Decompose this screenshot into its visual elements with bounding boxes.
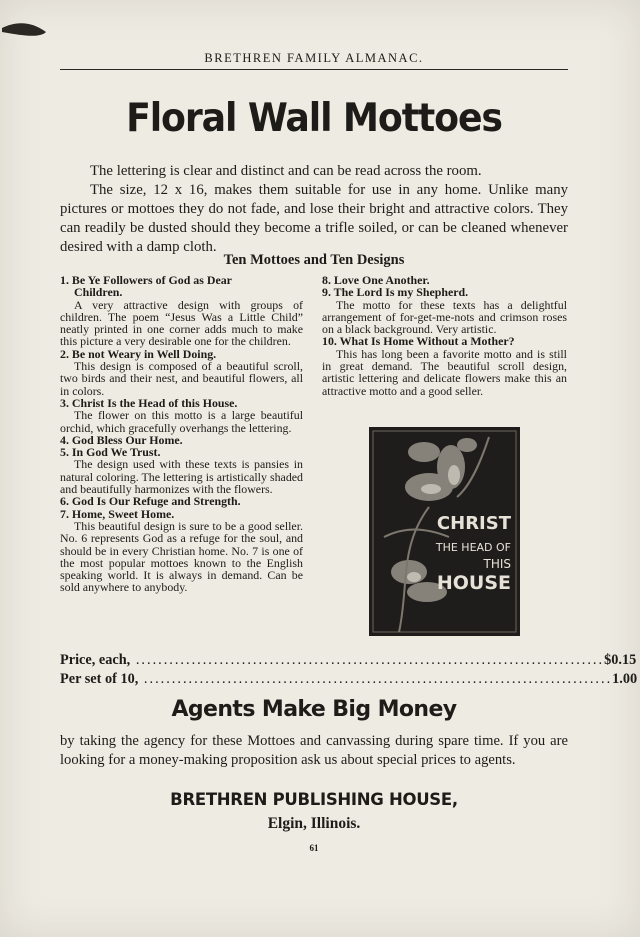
leader-dots: ....................................................................................	[138, 671, 613, 687]
motto-1-title-cont: Children.	[74, 285, 123, 300]
price-each-row	[60, 652, 637, 669]
right-column	[322, 274, 567, 397]
motto-1-description: A very attractive design with groups of children. The poem “Jesus Was a Little Child” neatly printed in one corner adds much to make this picture a very desirable one for the children.	[60, 297, 303, 349]
agents-paragraph: by taking the agency for these Mottoes and canvassing during spare time. If you are looking for a money-making proposition ask us about special prices to agents.	[60, 733, 568, 768]
price-each-label: Price, each,	[60, 652, 131, 668]
page-title: Floral Wall Mottoes	[126, 96, 502, 141]
motto-word-head: THE HEAD OF	[435, 541, 511, 554]
motto-2-title: 2. Be not Weary in Well Doing.	[60, 346, 217, 361]
left-column	[60, 274, 303, 594]
orchid-motto-picture	[369, 427, 520, 636]
motto-4-title: 4. God Bless Our Home.	[60, 432, 183, 447]
motto-illustration	[369, 427, 520, 636]
intro-text	[60, 162, 568, 257]
price-set-value: 1.00	[612, 671, 638, 687]
motto-7-description: This beautiful design is sure to be a good seller. No. 6 represents God as a refuge for the soul, and should be in every Christian home. No. 7 is one of the most popular mottoes known to the English speaking world. It is always in demand. Can be sold anywhere to anybody.	[60, 518, 303, 595]
agents-heading: Agents Make Big Money	[171, 697, 457, 722]
intro-paragraph-2: The size, 12 x 16, makes them suitable for use in any home. Unlike many pictures or mottoes they do not fade, and lose their bright and attractive colors. They can readily be dusted should they become a trifle soiled, or can be cleaned whenever desired with a damp cloth.	[60, 182, 568, 255]
motto-word-christ: CHRIST	[436, 513, 511, 534]
motto-8-title: 8. Love One Another.	[322, 273, 430, 287]
motto-3-description: The flower on this motto is a large beautiful orchid, which gracefully overhangs the lettering.	[60, 408, 303, 435]
motto-word-house: HOUSE	[436, 572, 511, 594]
publisher-name: BRETHREN PUBLISHING HOUSE,	[170, 790, 458, 809]
motto-5-title: 5. In God We Trust.	[60, 445, 161, 460]
section-subheading: Ten Mottoes and Ten Designs	[223, 252, 405, 268]
motto-2-description: This design is composed of a beautiful scroll, two birds and their nest, and beautiful flowers, all in colors.	[60, 359, 303, 398]
price-set-label: Per set of 10,	[60, 671, 139, 687]
motto-1-title: 1. Be Ye Followers of God as Dear	[60, 273, 232, 287]
page-number: 61	[309, 843, 319, 853]
motto-10-title: 10. What Is Home Without a Mother?	[322, 334, 515, 349]
running-header: BRETHREN FAMILY ALMANAC.	[204, 51, 424, 65]
motto-5-description: The design used with these texts is pansies in natural coloring. The lettering is artistically shaded and beautifully harmonizes with the flowers.	[60, 457, 303, 497]
agents-text	[60, 732, 568, 770]
leader-dots: ....................................................................................	[130, 652, 605, 668]
publisher-city: Elgin, Illinois.	[267, 815, 361, 832]
price-each-value: $0.15	[604, 652, 637, 668]
motto-9-title: 9. The Lord Is my Shepherd.	[322, 285, 469, 300]
motto-7-title: 7. Home, Sweet Home.	[60, 506, 175, 521]
motto-9-description: The motto for these texts has a delightful arrangement of for-get-me-nots and crimson roses on a black background. Very artistic.	[322, 297, 567, 337]
header-rule	[60, 69, 568, 70]
intro-paragraph-1: The lettering is clear and distinct and can be read across the room.	[90, 163, 482, 179]
motto-word-this: THIS	[483, 557, 511, 571]
ink-smudge	[0, 14, 50, 44]
price-set-row	[60, 671, 638, 688]
motto-6-title: 6. God Is Our Refuge and Strength.	[60, 494, 241, 509]
motto-10-description: This has long been a favorite motto and is still in great demand. The beautiful scroll design, artistic lettering and delicate flowers make this an attractive motto and a good seller.	[322, 346, 567, 398]
motto-3-title: 3. Christ Is the Head of this House.	[60, 395, 238, 410]
